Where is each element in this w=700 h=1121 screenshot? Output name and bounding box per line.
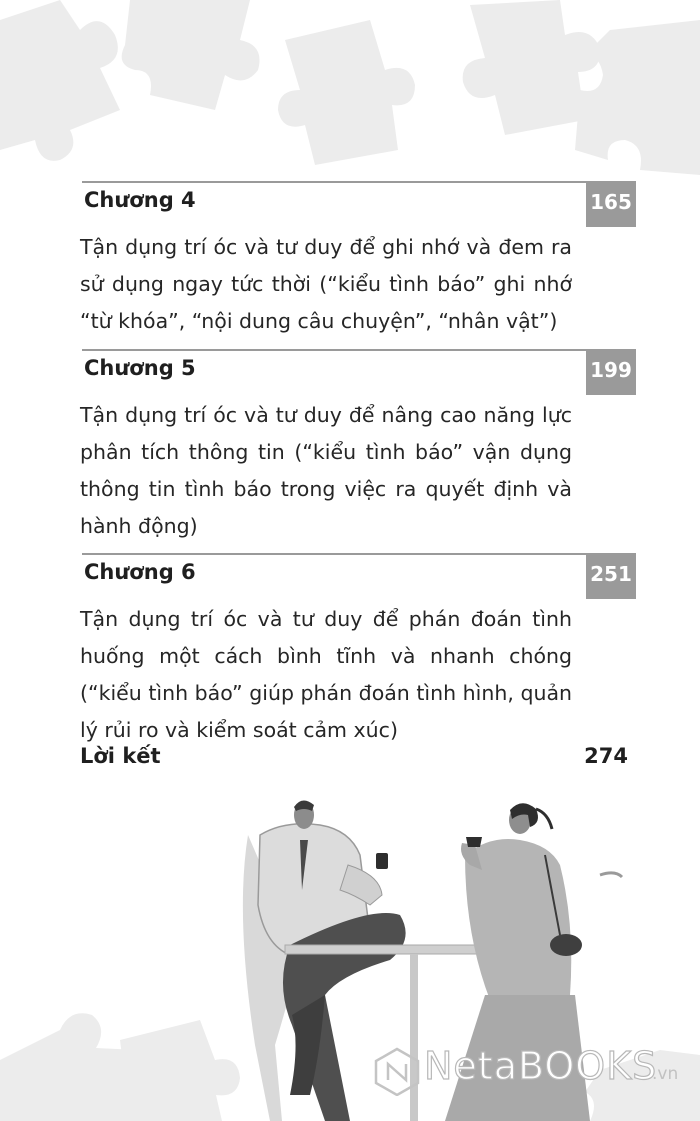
chapter-description: Tận dụng trí óc và tư duy để phán đoán tình huống một cách bình tĩnh và nhanh chóng (“kiểu tình báo” giúp phán đoán tình hình, quản lý rủi ro và kiểm soát cảm xúc) (80, 607, 572, 742)
chapter-description: Tận dụng trí óc và tư duy để nâng cao năng lực phân tích thông tin (“kiểu tình báo” vận dụng thông tin tình báo trong việc ra quyết định và hành động) (80, 403, 572, 538)
chapter-page-badge: 251 (586, 555, 636, 599)
closing-title: Lời kết (80, 744, 161, 768)
puzzle-piece-icon (120, 1020, 240, 1121)
publisher-watermark (372, 1040, 682, 1100)
chapter-entry[interactable] (82, 181, 636, 349)
chapter-page-badge: 165 (586, 183, 636, 227)
chapter-title: Chương 6 (84, 560, 196, 584)
puzzle-piece-icon (122, 0, 260, 110)
watermark-brand: NetaBOOKS (424, 1044, 658, 1088)
chapter-page-badge: 199 (586, 351, 636, 395)
chapter-title: Chương 4 (84, 188, 196, 212)
chapter-header (82, 555, 636, 599)
chapter-title: Chương 5 (84, 356, 196, 380)
chapter-description: Tận dụng trí óc và tư duy để ghi nhớ và đem ra sử dụng ngay tức thời (“kiểu tình báo” ghi nhớ “từ khóa”, “nội dung câu chuyện”, “nhân vật”) (80, 235, 572, 333)
table-of-contents (82, 181, 636, 751)
chapter-entry[interactable] (82, 349, 636, 553)
closing-page-number: 274 (584, 744, 628, 768)
chapter-header (82, 183, 636, 227)
watermark-tld: .vn (652, 1064, 679, 1084)
puzzle-piece-icon (0, 0, 120, 161)
chapter-header (82, 351, 636, 395)
puzzle-piece-icon (278, 20, 415, 165)
netabooks-logo-icon (372, 1046, 422, 1096)
closing-entry[interactable] (80, 744, 628, 776)
chapter-entry[interactable] (82, 553, 636, 751)
